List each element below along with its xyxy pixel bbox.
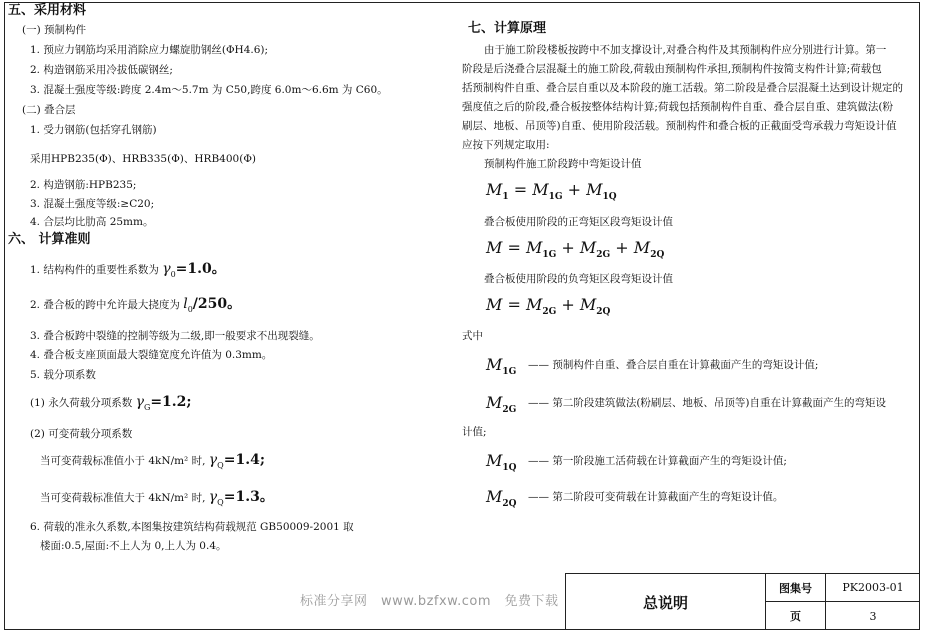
item-text: 4. 合层均比肋高 25mm。 (30, 216, 154, 228)
paragraph-line: 阶段是后浇叠合层混凝土的施工阶段,荷载由预制构件承担,预制构件按简支构件计算;荷载包 (462, 63, 882, 75)
formula-2: $M = M_{1G} + M_{2G} + M_{2Q}$ (486, 238, 665, 261)
rule-load-factors: 5. 载分项系数 (30, 369, 96, 381)
rule-deflection: 2. 叠合板的跨中允许最大挠度为 $l_0/250$。 (30, 296, 242, 314)
subsection-precast: (一) 预制构件 (22, 24, 87, 36)
atlas-number-label: 图集号 (766, 574, 826, 602)
atlas-number-value: PK2003-01 (826, 574, 920, 602)
variable-load-factor: (2) 可变荷载分项系数 (30, 428, 133, 440)
watermark: 标准分享网 www.bzfxw.com 免费下载 (300, 594, 559, 609)
rule-crack-control: 3. 叠合板跨中裂缝的控制等级为二级,即一般要求不出现裂缝。 (30, 330, 320, 342)
section-6-title: 六、 计算准则 (8, 232, 91, 247)
section-5-title: 五、采用材料 (8, 3, 87, 18)
definition-m2q: —— 第二阶段可变荷载在计算截面产生的弯矩设计值。 (528, 491, 784, 503)
title-block (565, 573, 920, 630)
item-text: 2. 构造钢筋采用冷拔低碳钢丝; (30, 64, 173, 76)
variable-load-case-1: 当可变荷载标准值小于 4kN/m² 时, $\gamma_Q=1.4$; (40, 452, 265, 470)
rule-crack-width: 4. 叠合板支座顶面最大裂缝宽度允许值为 0.3mm。 (30, 349, 273, 361)
variable-load-case-2: 当可变荷载标准值大于 4kN/m² 时, $\gamma_Q=1.3$。 (40, 489, 274, 507)
item-text: 1. 受力钢筋(包括穿孔钢筋) (30, 124, 157, 136)
item-text: 3. 混凝土强度等级:跨度 2.4m～5.7m 为 C50,跨度 6.0m～6.6m 为 C60。 (30, 84, 388, 96)
item-text: 采用HPB235(Φ)、HRB335(Φ)、HRB400(Φ) (30, 153, 257, 165)
symbol-m2q: $M_{2Q}$ (486, 487, 517, 510)
definition-m2g: —— 第二阶段建筑做法(粉刷层、地板、吊顶等)自重在计算截面产生的弯矩设 (528, 397, 887, 409)
item-text: 3. 混凝土强度等级:≥C20; (30, 198, 155, 210)
item-text: 2. 构造钢筋:HPB235; (30, 179, 137, 191)
definition-m2g-cont: 计值; (462, 426, 487, 438)
symbol-m2g: $M_{2G}$ (486, 393, 517, 416)
definition-m1q: —— 第一阶段施工活荷载在计算截面产生的弯矩设计值; (528, 455, 787, 467)
page-number: 3 (869, 609, 877, 623)
definition-m1g: —— 预制构件自重、叠合层自重在计算截面产生的弯矩设计值; (528, 359, 819, 371)
page-label: 页 (766, 602, 826, 630)
rule-quasi-permanent: 6. 荷载的准永久系数,本图集按建筑结构荷载规范 GB50009-2001 取 (30, 521, 354, 533)
title-cell: 总说明 (566, 574, 766, 630)
item-text: 1. 预应力钢筋均采用消除应力螺旋肋钢丝(ΦH4.6); (30, 44, 269, 56)
formula-3-label: 叠合板使用阶段的负弯矩区段弯矩设计值 (484, 273, 673, 285)
paragraph-line: 刷层、地板、吊顶等)自重、使用阶段活载。预制构件和叠合板的正截面受弯承载力弯矩设计值 (462, 120, 897, 132)
paragraph-line: 强度值之后的阶段,叠合板按整体结构计算;荷载包括预制构件自重、叠合层自重、建筑做法(粉 (462, 101, 893, 113)
formula-1: $M_1 = M_{1G} + M_{1Q}$ (486, 180, 617, 203)
formula-3: $M = M_{2G} + M_{2Q}$ (486, 295, 611, 318)
rule-quasi-permanent-values: 楼面:0.5,屋面:不上人为 0,上人为 0.4。 (40, 540, 227, 552)
formula-2-label: 叠合板使用阶段的正弯矩区段弯矩设计值 (484, 216, 673, 228)
where-label: 式中 (462, 330, 483, 342)
subsection-topping: (二) 叠合层 (22, 104, 76, 116)
symbol-m1g: $M_{1G}$ (486, 355, 517, 378)
section-7-title: 七、计算原理 (468, 21, 547, 36)
paragraph-line: 应按下列规定取用: (462, 139, 550, 151)
symbol-m1q: $M_{1Q}$ (486, 451, 517, 474)
permanent-load-factor: (1) 永久荷载分项系数 $\gamma_G=1.2$; (30, 394, 192, 412)
paragraph-line: 括预制构件自重、叠合层自重以及本阶段的施工活载。第二阶段是叠合层混凝土达到设计规定的 (462, 82, 903, 94)
formula-1-label: 预制构件施工阶段跨中弯矩设计值 (484, 158, 642, 170)
paragraph-line: 由于施工阶段楼板按跨中不加支撑设计,对叠合构件及其预制构件应分别进行计算。第一 (484, 44, 887, 56)
rule-importance-factor: 1. 结构构件的重要性系数为 $\gamma_0=1.0$。 (30, 261, 226, 279)
